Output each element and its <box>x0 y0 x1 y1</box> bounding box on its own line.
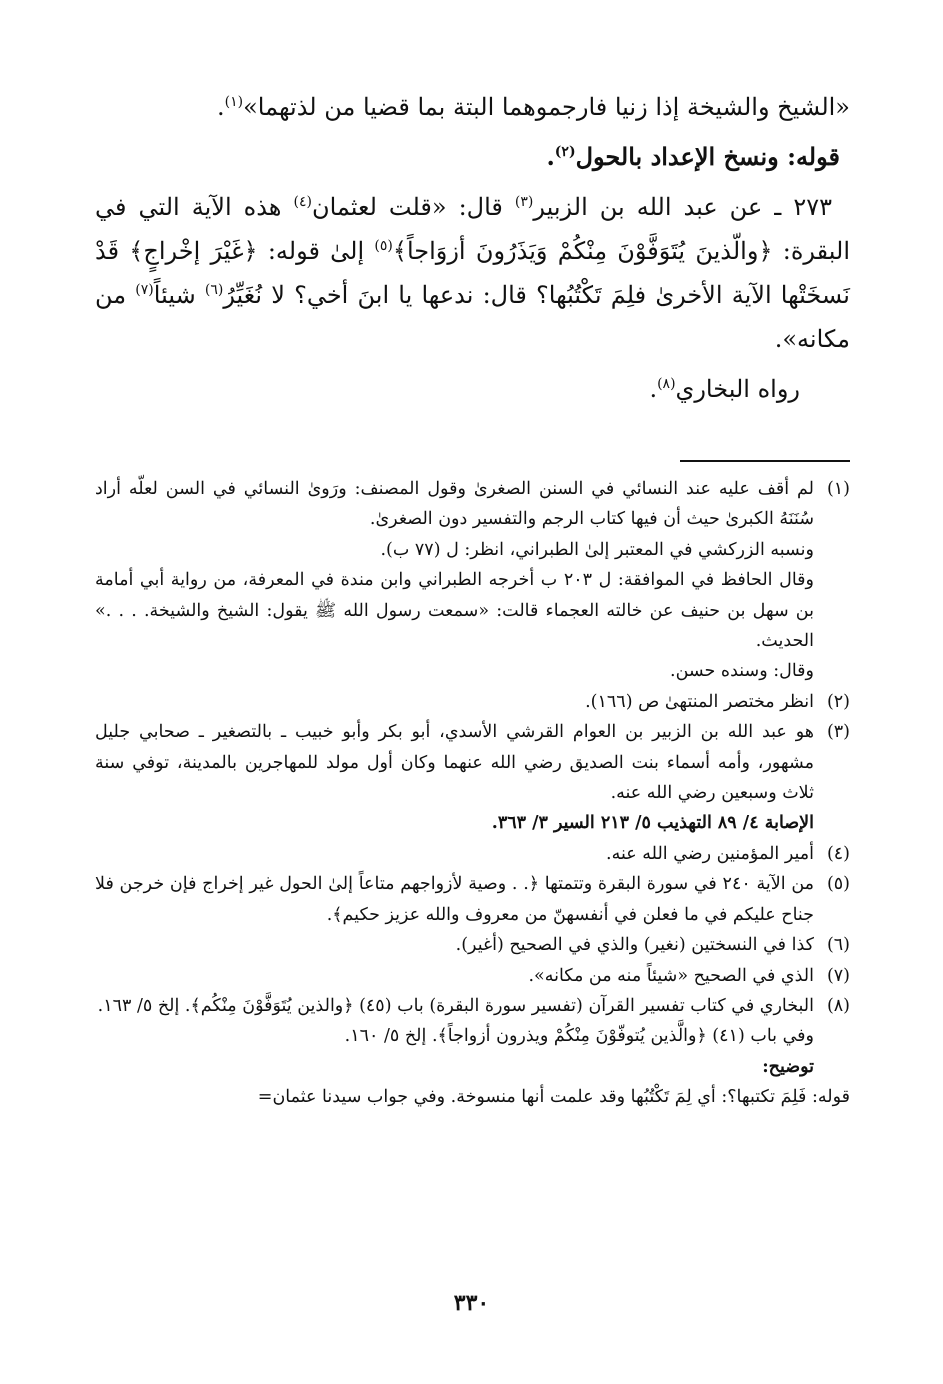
footnote-5 <box>95 869 850 930</box>
footnote-ref-1[interactable]: (١) <box>224 94 244 110</box>
footnotes <box>95 474 850 1113</box>
quoted-verse-line: «الشيخ والشيخة إذا زنيا فارجموهما البتة بما قضيا من لذتهما»$^{(١)}$. <box>216 93 850 121</box>
footnote-number: (٤) <box>826 843 850 864</box>
footnote-ref-5[interactable]: (٥) <box>374 238 393 254</box>
footnote-4 <box>95 839 850 869</box>
footnote-number: (٣) <box>826 722 850 743</box>
tawdih-paragraph <box>95 1082 850 1112</box>
tawdih-title: توضيح: <box>762 1056 814 1077</box>
footnote-ref-7[interactable]: (٧) <box>135 282 154 298</box>
footnote-ref-4[interactable]: (٤) <box>293 194 312 210</box>
footnote-line: انظر مختصر المنتهىٰ ص (١٦٦). <box>585 691 814 712</box>
footnote-number: (١) <box>826 479 850 499</box>
source-reference: رواه البخاري$^{(٨)}$. <box>649 375 800 403</box>
footnote-2 <box>95 687 850 717</box>
footnote-ref-2[interactable]: (٢) <box>554 144 576 160</box>
footnote-ref-8[interactable]: (٨) <box>657 376 676 392</box>
footnote-line: وقال الحافظ في الموافقة: ل ٢٠٣ ب أخرجه الطبراني وابن مندة في المعرفة، من رواية أبي أمامة بن سهل بن حنيف عن خالته العجماء قالت: «سمعت رسول الله ﷺ يقول: الشيخ والشيخة. . . .» الحديث. <box>95 570 814 652</box>
hadith-273: ٢٧٣ ـ عن عبد الله بن الزبير$^{(٣)}$ قال: «قلت لعثمان$^{(٤)}$ هذه الآية التي في البقرة: ﴿والّذينَ يُتَوَفَّوْنَ مِنْكُمْ وَيَذَرُونَ أزوَاجاً﴾$^{(٥)}$ إلىٰ قوله: ﴿غَيْرَ إخْراجٍ﴾ قَدْ نَسخَتْها الآية الأخرىٰ فلِمَ تَكْتُبُها؟ قال: ندعها يا ابنَ أخي؟ لا نُغَيِّرُ$^{(٦)}$ شيئاً$^{(٧)}$ من مكانه». <box>95 193 850 353</box>
main-text <box>95 85 850 417</box>
footnote-number: (٨) <box>826 995 850 1016</box>
footnote-number: (٧) <box>826 965 850 986</box>
footnote-line: ونسبه الزركشي في المعتبر إلىٰ الطبراني، انظر: ل (٧٧ ب). <box>380 539 814 560</box>
footnote-number: (٢) <box>826 691 850 712</box>
footnote-6 <box>95 930 850 960</box>
footnote-ref-3[interactable]: (٣) <box>514 194 534 210</box>
footnote-line: وفي باب (٤١) ﴿والَّذين يُتوفّوْنَ مِنْكُمْ ويذرون أزواجاً﴾. إلخ ٥/ ١٦٠. <box>344 1026 814 1047</box>
footnote-ref-6[interactable]: (٦) <box>204 282 224 298</box>
section-heading: قوله: ونسخ الإعداد بالحول$^{(٢)}$. <box>546 142 840 171</box>
footnote-line: وقال: وسنده حسن. <box>670 661 814 682</box>
footnote-number: (٦) <box>826 935 850 956</box>
footnote-line: هو عبد الله بن الزبير بن العوام القرشي الأسدي، أبو بكر وأبو خبيب ـ بالتصغير ـ صحابي جليل مشهور، وأمه أسماء بنت الصديق رضي الله عنهما وكان أول مولد للمهاجرين بالمدينة، توفي سنة ثلاث وسبعين رضي الله عنه. <box>95 722 814 804</box>
footnote-3 <box>95 717 850 839</box>
page-number: ٣٣٠ <box>453 1290 490 1316</box>
footnote-line: الإصابة ٤/ ٨٩ التهذيب ٥/ ٢١٣ السير ٣/ ٣٦٣. <box>491 813 814 834</box>
footnote-line: البخاري في كتاب تفسير القرآن (تفسير سورة البقرة) باب (٤٥) ﴿والذين يُتَوَفَّوْنَ مِنْكُم﴾. إلخ ٥/ ١٦٣. <box>97 995 814 1016</box>
footnote-line: أمير المؤمنين رضي الله عنه. <box>606 843 814 864</box>
footnote-1 <box>95 474 850 687</box>
footnote-line: من الآية ٢٤٠ في سورة البقرة وتتمتها ﴿. . وصية لأزواجهم متاعاً إلىٰ الحول غير إخراج فإن خرجن فلا جناح عليكم في ما فعلن في أنفسهنّ من معروف والله عزيز حكيم﴾. <box>95 874 815 925</box>
footnote-number: (٥) <box>826 874 850 895</box>
footnote-line: لم أقف عليه عند النسائي في السنن الصغرىٰ وقول المصنف: ورَوىٰ النسائي في السن لعلّه أراد سُنَنَهُ الكبرىٰ حيث أن فيها كتاب الرجم والتفسير دون الصغرىٰ. <box>95 479 814 530</box>
footnote-line: كذا في النسختين (نغير) والذي في الصحيح (أغير). <box>455 935 814 956</box>
footnote-7 <box>95 961 850 991</box>
footnote-line: الذي في الصحيح «شيئاً منه من مكانه». <box>528 965 814 986</box>
tawdih-text: قوله: فَلِمَ تكتبها؟: أي لِمَ تَكْتُبُها وقد علمت أنها منسوخة. وفي جواب سيدنا عثمان= <box>257 1087 850 1108</box>
footnote-8 <box>95 991 850 1082</box>
footnote-separator <box>680 460 850 462</box>
